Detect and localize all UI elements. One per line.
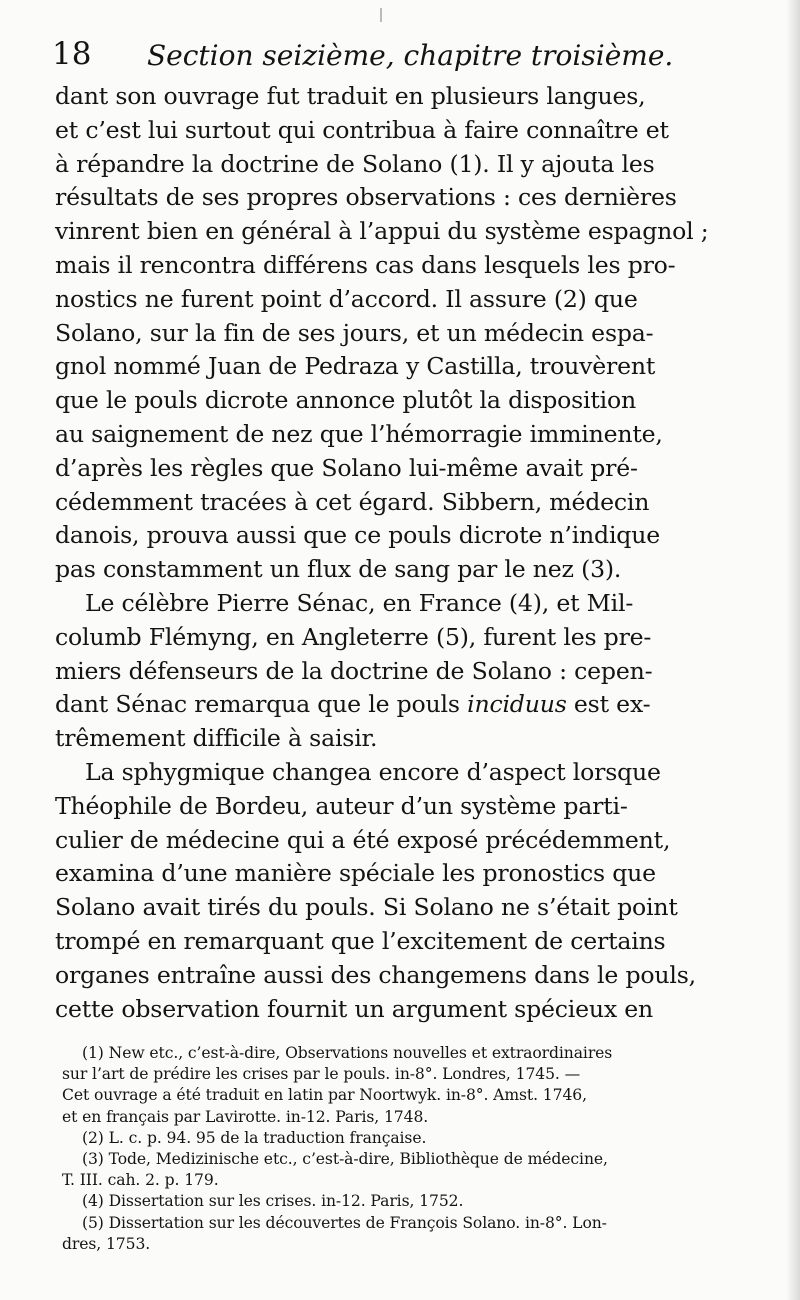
- text-line: cédemment tracées à cet égard. Sibbern, médecin: [55, 487, 650, 516]
- footnote-line: (3) Tode, Medizinische etc., c’est-à-dire, Bibliothèque de médecine,: [82, 1150, 608, 1169]
- text-line: organes entraîne aussi des changemens dans le pouls,: [55, 960, 696, 989]
- text-line: examina d’une manière spéciale les pronostics que: [55, 859, 656, 888]
- body-text: [55, 80, 785, 1026]
- page-edge-shadow: [786, 0, 800, 1300]
- text-line: au saignement de nez que l’hémorragie imminente,: [55, 419, 663, 448]
- footnote-line: (1) New etc., c’est-à-dire, Observations nouvelles et extraordinaires: [82, 1044, 613, 1062]
- page-number: 18: [52, 36, 92, 72]
- text-line: vinrent bien en général à l’appui du système espagnol ;: [55, 217, 709, 246]
- footnote-line: (4) Dissertation sur les crises. in-12. Paris, 1752.: [82, 1192, 464, 1211]
- text-line: cette observation fournit un argument spécieux en: [55, 994, 654, 1023]
- text-line: columb Flémyng, en Angleterre (5), furent les pre-: [55, 622, 652, 651]
- text-line: que le pouls dicrote annonce plutôt la disposition: [55, 386, 637, 415]
- footnote-line: (2) L. c. p. 94. 95 de la traduction française.: [82, 1128, 427, 1147]
- footnotes: [62, 1043, 787, 1255]
- text-line: danois, prouva aussi que ce pouls dicrote n’indique: [55, 521, 660, 550]
- footnote-line: Cet ouvrage a été traduit en latin par Noortwyk. in-8°. Amst. 1746,: [62, 1086, 587, 1105]
- text-line: gnol nommé Juan de Pedraza y Castilla, trouvèrent: [55, 352, 656, 381]
- paragraph-start-line: Le célèbre Pierre Sénac, en France (4), et Mil-: [85, 588, 634, 617]
- text-line: Théophile de Bordeu, auteur d’un système parti-: [55, 791, 628, 820]
- text-fragment: dant Sénac remarqua que le pouls: [55, 690, 468, 719]
- footnote-line: sur l’art de prédire les crises par le pouls. in-8°. Londres, 1745. —: [62, 1065, 581, 1084]
- text-line-with-italic: [55, 688, 785, 722]
- text-line: culier de médecine qui a été exposé précédemment,: [55, 825, 671, 854]
- italic-term: inciduus: [467, 690, 567, 719]
- footnote-line: T. III. cah. 2. p. 179.: [62, 1171, 219, 1190]
- footnote-line: et en français par Lavirotte. in-12. Paris, 1748.: [62, 1107, 429, 1126]
- text-line: trompé en remarquant que l’excitement de certains: [55, 926, 666, 955]
- footnote-line: (5) Dissertation sur les découvertes de François Solano. in-8°. Lon-: [82, 1213, 607, 1232]
- text-line: Solano avait tirés du pouls. Si Solano ne s’était point: [55, 893, 678, 922]
- text-line: miers défenseurs de la doctrine de Solano : cepen-: [55, 656, 653, 685]
- text-line: mais il rencontra différens cas dans lesquels les pro-: [55, 250, 676, 279]
- text-line: pas constamment un flux de sang par le nez (3).: [55, 555, 622, 584]
- text-line: d’après les règles que Solano lui-même avait pré-: [55, 453, 638, 482]
- text-line: Solano, sur la fin de ses jours, et un médecin espa-: [55, 318, 654, 347]
- text-line: trêmement difficile à saisir.: [55, 724, 378, 753]
- text-line: et c’est lui surtout qui contribua à faire connaître et: [55, 115, 669, 144]
- text-line: dant son ouvrage fut traduit en plusieurs langues,: [55, 82, 646, 110]
- text-line: nostics ne furent point d’accord. Il assure (2) que: [55, 284, 638, 313]
- page-mark: [380, 8, 382, 22]
- running-head: Section seizième, chapitre troisième.: [147, 39, 674, 72]
- text-line: résultats de ses propres observations : ces dernières: [55, 183, 677, 212]
- text-fragment: est ex-: [566, 690, 651, 719]
- page-header: [52, 30, 752, 80]
- footnote-line: dres, 1753.: [62, 1234, 151, 1253]
- paragraph-start-line: La sphygmique changea encore d’aspect lorsque: [85, 757, 661, 786]
- text-line: à répandre la doctrine de Solano (1). Il y ajouta les: [55, 149, 655, 178]
